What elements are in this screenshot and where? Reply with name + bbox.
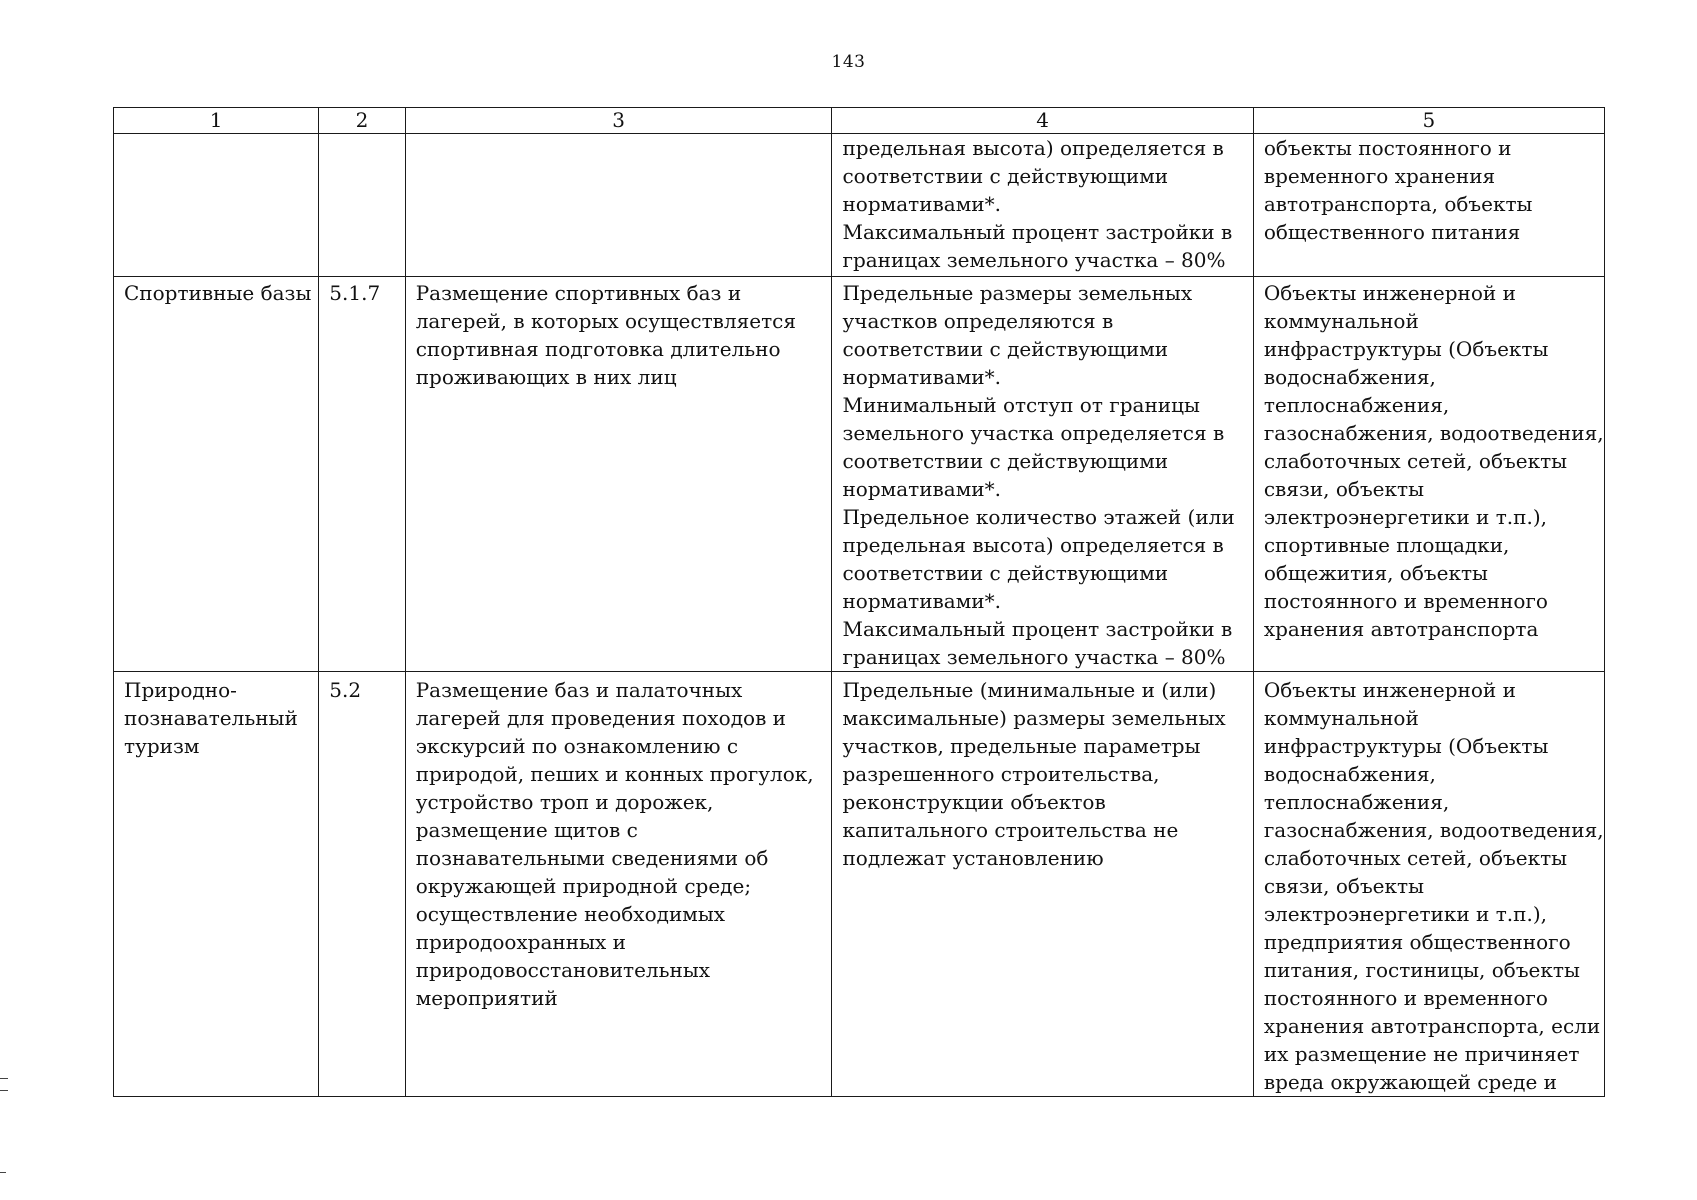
cell-text-line: проживающих в них лиц xyxy=(415,365,677,389)
cell-text-line: нормативами*. xyxy=(842,477,1001,501)
cell-text-line: питания, гостиницы, объекты xyxy=(1263,958,1580,982)
cell-text-line: 5.2 xyxy=(329,678,362,702)
cell-text-line: Максимальный процент застройки в xyxy=(842,220,1233,244)
cell-text-line: электроэнергетики и т.п.), xyxy=(1263,902,1548,926)
cell-text-line: нормативами*. xyxy=(842,192,1001,216)
cell-text-line: 5.1.7 xyxy=(329,281,381,305)
table-row xyxy=(114,672,1605,1097)
cell-text-line: реконструкции объектов xyxy=(842,790,1106,814)
table-header-row xyxy=(114,108,1605,134)
cell-text-line: природовосстановительных xyxy=(415,958,711,982)
cell-text-line: участков определяются в xyxy=(842,309,1114,333)
cell-text-line: коммунальной xyxy=(1263,706,1419,730)
cell-text-line: капитального строительства не xyxy=(842,818,1179,842)
table-row xyxy=(114,134,1605,277)
cell-text-line: лагерей для проведения походов и xyxy=(415,706,787,730)
edge-scan-mark xyxy=(0,1090,8,1091)
cell-text-line: предприятия общественного xyxy=(1263,930,1571,954)
cell-text-line: Предельные размеры земельных xyxy=(842,281,1193,305)
cell-text-line: водоснабжения, xyxy=(1263,365,1436,389)
permitted-objects-cell xyxy=(1253,277,1604,672)
permitted-objects-cell xyxy=(1253,672,1604,1097)
cell-text-line: подлежат установлению xyxy=(842,846,1104,870)
cell-text-line: теплоснабжения, xyxy=(1263,790,1450,814)
cell-text-line: постоянного и временного xyxy=(1263,986,1548,1010)
edge-scan-mark xyxy=(0,1172,6,1173)
cell-text-line: нормативами*. xyxy=(842,589,1001,613)
cell-text-line: предельная высота) определяется в xyxy=(842,533,1224,557)
cell-text-line: соответствии с действующими xyxy=(842,164,1169,188)
land-use-code-cell xyxy=(319,134,405,277)
cell-text-line: размещение щитов с xyxy=(415,818,638,842)
cell-text-line: Размещение баз и палаточных xyxy=(415,678,743,702)
land-use-description-cell xyxy=(405,277,832,672)
land-use-table xyxy=(113,107,1605,1097)
cell-text-line: Предельное количество этажей (или xyxy=(842,505,1235,529)
cell-text-line: мероприятий xyxy=(415,986,558,1010)
cell-text-line: электроэнергетики и т.п.), xyxy=(1263,505,1548,529)
column-header-2: 2 xyxy=(319,108,405,134)
cell-text-line: Предельные (минимальные и (или) xyxy=(842,678,1217,702)
cell-text-line: инфраструктуры (Объекты xyxy=(1263,734,1549,758)
cell-text-line: разрешенного строительства, xyxy=(842,762,1160,786)
cell-text-line: общественного питания xyxy=(1263,220,1521,244)
building-parameters-cell xyxy=(832,672,1253,1097)
land-use-description-cell xyxy=(405,134,832,277)
land-use-name-cell xyxy=(114,134,319,277)
cell-text-line: теплоснабжения, xyxy=(1263,393,1450,417)
table-row xyxy=(114,277,1605,672)
cell-text-line: слаботочных сетей, объекты xyxy=(1263,449,1568,473)
cell-text-line: Размещение спортивных баз и xyxy=(415,281,742,305)
cell-text-line: нормативами*. xyxy=(842,365,1001,389)
cell-text-line: водоснабжения, xyxy=(1263,762,1436,786)
cell-text-line: познавательный xyxy=(124,706,298,730)
cell-text-line: связи, объекты xyxy=(1263,477,1424,501)
cell-text-line: их размещение не причиняет xyxy=(1263,1042,1580,1066)
cell-text-line: максимальные) размеры земельных xyxy=(842,706,1226,730)
cell-text-line: спортивные площадки, xyxy=(1263,533,1510,557)
land-use-description-cell xyxy=(405,672,832,1097)
column-header-1: 1 xyxy=(114,108,319,134)
cell-text-line: природоохранных и xyxy=(415,930,626,954)
cell-text-line: общежития, объекты xyxy=(1263,561,1488,585)
land-use-code-cell xyxy=(319,277,405,672)
cell-text-line: осуществление необходимых xyxy=(415,902,726,926)
cell-text-line: хранения автотранспорта xyxy=(1263,617,1539,641)
cell-text-line: постоянного и временного xyxy=(1263,589,1548,613)
cell-text-line: хранения автотранспорта, если xyxy=(1263,1014,1601,1038)
cell-text-line: инфраструктуры (Объекты xyxy=(1263,337,1549,361)
cell-text-line: спортивная подготовка длительно xyxy=(415,337,781,361)
cell-text-line: Минимальный отступ от границы xyxy=(842,393,1200,417)
cell-text-line: слаботочных сетей, объекты xyxy=(1263,846,1568,870)
cell-text-line: коммунальной xyxy=(1263,309,1419,333)
cell-text-line: Максимальный процент застройки в xyxy=(842,617,1233,641)
cell-text-line: туризм xyxy=(124,734,200,758)
cell-text-line: участков, предельные параметры xyxy=(842,734,1201,758)
cell-text-line: газоснабжения, водоотведения, xyxy=(1263,421,1604,445)
cell-text-line: земельного участка определяется в xyxy=(842,421,1225,445)
cell-text-line: вреда окружающей среде и xyxy=(1263,1070,1557,1094)
cell-text-line: предельная высота) определяется в xyxy=(842,136,1224,160)
cell-text-line: временного хранения xyxy=(1263,164,1496,188)
page-number: 143 xyxy=(831,52,866,72)
cell-text-line: экскурсий по ознакомлению с xyxy=(415,734,739,758)
cell-text-line: познавательными сведениями об xyxy=(415,846,769,870)
land-use-name-cell xyxy=(114,277,319,672)
cell-text-line: Природно- xyxy=(124,678,237,702)
cell-text-line: границах земельного участка – 80% xyxy=(842,645,1226,669)
cell-text-line: окружающей природной среде; xyxy=(415,874,752,898)
cell-text-line: объекты постоянного и xyxy=(1263,136,1512,160)
permitted-objects-cell xyxy=(1253,134,1604,277)
cell-text-line: связи, объекты xyxy=(1263,874,1424,898)
edge-scan-mark xyxy=(0,1078,8,1079)
cell-text-line: соответствии с действующими xyxy=(842,449,1169,473)
cell-text-line: соответствии с действующими xyxy=(842,561,1169,585)
column-header-4: 4 xyxy=(832,108,1253,134)
building-parameters-cell xyxy=(832,277,1253,672)
column-header-5: 5 xyxy=(1253,108,1604,134)
cell-text-line: лагерей, в которых осуществляется xyxy=(415,309,796,333)
cell-text-line: Спортивные базы xyxy=(124,281,312,305)
cell-text-line: устройство троп и дорожек, xyxy=(415,790,714,814)
building-parameters-cell xyxy=(832,134,1253,277)
column-header-3: 3 xyxy=(405,108,832,134)
cell-text-line: автотранспорта, объекты xyxy=(1263,192,1533,216)
land-use-code-cell xyxy=(319,672,405,1097)
cell-text-line: газоснабжения, водоотведения, xyxy=(1263,818,1604,842)
cell-text-line: Объекты инженерной и xyxy=(1263,678,1516,702)
land-use-name-cell xyxy=(114,672,319,1097)
cell-text-line: Объекты инженерной и xyxy=(1263,281,1516,305)
cell-text-line: природой, пеших и конных прогулок, xyxy=(415,762,814,786)
cell-text-line: соответствии с действующими xyxy=(842,337,1169,361)
cell-text-line: границах земельного участка – 80% xyxy=(842,248,1226,272)
